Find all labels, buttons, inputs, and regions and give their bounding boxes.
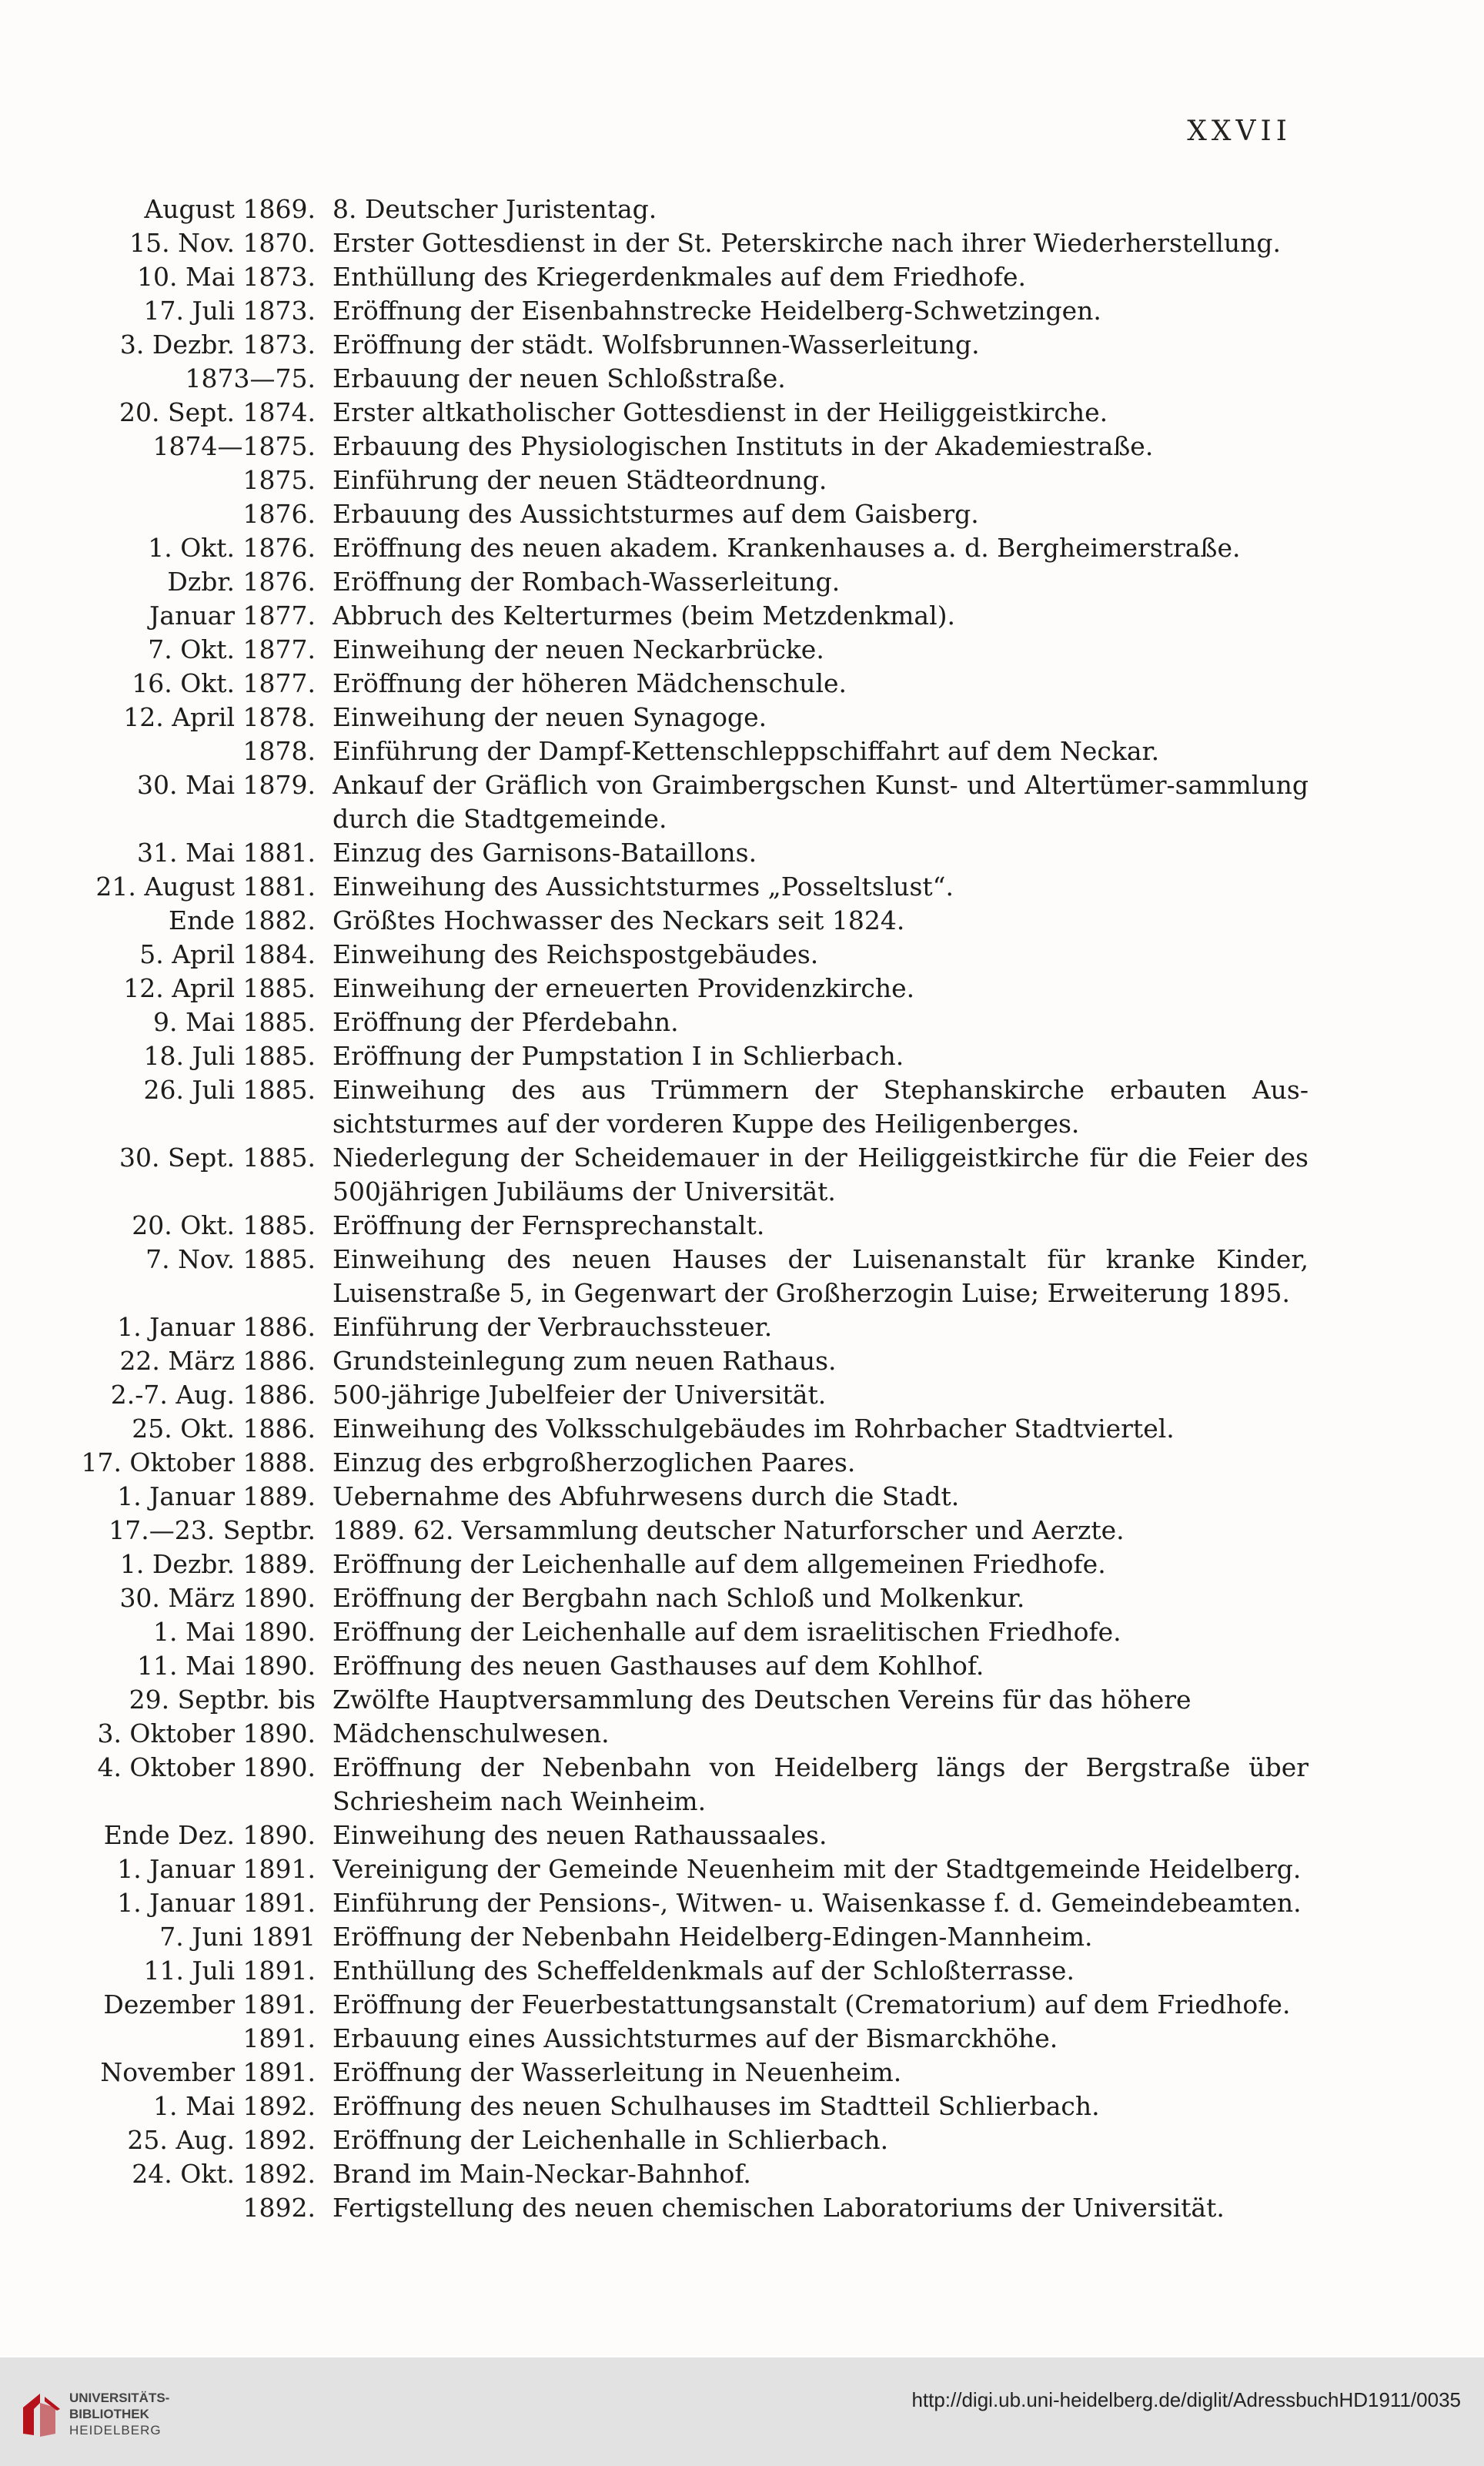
logo-line-1: UNIVERSITÄTS- <box>69 2391 170 2405</box>
entry-text: Mädchenschulwesen. <box>333 1718 610 1748</box>
entry-text: Enthüllung des Kriegerdenkmales auf dem Friedhofe. <box>333 262 1027 292</box>
chronicle-entry <box>46 328 1309 362</box>
chronicle-entry <box>46 497 1309 531</box>
logo-line-3: HEIDELBERG <box>69 2423 162 2438</box>
entry-date: August 1869. <box>144 194 316 224</box>
chronicle-entry <box>46 701 1309 734</box>
entry-text: Eröffnung der Pumpstation I in Schlierbach. <box>333 1041 904 1071</box>
chronicle-entry <box>46 463 1309 497</box>
entry-text: Eröffnung des neuen Gasthauses auf dem Kohlhof. <box>333 1651 984 1681</box>
entry-date: 1891. <box>242 2023 316 2053</box>
chronicle-entry <box>46 1243 1309 1310</box>
entry-date: Ende Dez. 1890. <box>103 1820 316 1850</box>
chronicle-entry <box>46 1717 1309 1751</box>
entry-date: 1873—75. <box>185 363 316 393</box>
entry-text: Einführung der Pensions-, Witwen- u. Waisenkasse f. d. Gemeindebeamten. <box>333 1888 1302 1918</box>
entry-date: Januar 1877. <box>149 601 316 631</box>
entry-text: Einweihung der erneuerten Providenzkirche. <box>333 973 915 1003</box>
entry-date: 1. Januar 1886. <box>117 1312 316 1342</box>
entry-date: Dzbr. 1876. <box>167 567 316 597</box>
entry-date: 3. Dezbr. 1873. <box>119 330 316 360</box>
entry-text: 500-jährige Jubelfeier der Universität. <box>333 1380 827 1410</box>
entry-text: Erbauung der neuen Schloßstraße. <box>333 363 786 393</box>
entry-text: Erster Gottesdienst in der St. Peterskirche nach ihrer Wiederherstellung. <box>333 228 1282 258</box>
chronicle-entry <box>46 1852 1309 1886</box>
chronicle-entry <box>46 1954 1309 1988</box>
entry-date: 26. Juli 1885. <box>143 1075 316 1105</box>
entry-text: Fertigstellung des neuen chemischen Laboratoriums der Universität. <box>333 2193 1225 2223</box>
chronicle-entry <box>46 1005 1309 1039</box>
entry-text: Einweihung des Volksschulgebäudes im Rohrbacher Stadtviertel. <box>333 1414 1175 1444</box>
entry-date: 1. Januar 1889. <box>117 1481 316 1511</box>
chronicle-entry <box>46 1615 1309 1649</box>
entry-date: 17. Juli 1873. <box>143 296 316 326</box>
library-logo[interactable] <box>17 2390 169 2438</box>
chronicle-entry <box>46 1548 1309 1581</box>
entry-text: Einweihung des Reichspostgebäudes. <box>333 939 819 969</box>
entry-text: Zwölfte Hauptversammlung des Deutschen Vereins für das höhere <box>333 1685 1192 1715</box>
entry-date: 12. April 1878. <box>123 702 316 732</box>
entry-date: 15. Nov. 1870. <box>129 228 316 258</box>
chronicle-entry <box>46 260 1309 294</box>
entry-date: 12. April 1885. <box>123 973 316 1003</box>
entry-date: 7. Juni 1891 <box>159 1922 316 1952</box>
chronicle-entry <box>46 1649 1309 1683</box>
entry-text: Einzug des Garnisons-Bataillons. <box>333 838 757 868</box>
entry-text: Eröffnung des neuen akadem. Krankenhauses a. d. Bergheimerstraße. <box>333 533 1241 563</box>
entry-text: Eröffnung der Leichenhalle auf dem allgemeinen Friedhofe. <box>333 1549 1106 1579</box>
chronicle-entry <box>46 531 1309 565</box>
entry-date: 24. Okt. 1892. <box>132 2159 316 2189</box>
entry-text: Eröffnung der Leichenhalle auf dem israelitischen Friedhofe. <box>333 1617 1121 1647</box>
entry-text: Eröffnung der Nebenbahn Heidelberg-Edingen-Mannheim. <box>333 1922 1093 1952</box>
entry-date: 1. Mai 1892. <box>153 2091 316 2121</box>
chronicle-entry <box>46 430 1309 463</box>
entry-text: Eröffnung der Nebenbahn von Heidelberg längs der Bergstraße über Schriesheim nach Weinheim. <box>333 1752 1309 1816</box>
chronicle-entry <box>46 226 1309 260</box>
entry-text: Eröffnung der Wasserleitung in Neuenheim. <box>333 2057 902 2087</box>
chronicle-entry <box>46 2090 1309 2123</box>
entry-date: 17.—23. Septbr. <box>109 1515 316 1545</box>
entry-text: Brand im Main-Neckar-Bahnhof. <box>333 2159 751 2189</box>
entry-date: 30. Mai 1879. <box>137 770 316 800</box>
entry-text: Eröffnung der Eisenbahnstrecke Heidelberg-Schwetzingen. <box>333 296 1101 326</box>
entry-date: 25. Aug. 1892. <box>127 2125 316 2155</box>
chronicle-entry <box>46 294 1309 328</box>
entry-text: Einweihung der neuen Synagoge. <box>333 702 767 732</box>
entry-text: Einweihung der neuen Neckarbrücke. <box>333 634 824 664</box>
entry-text: 8. Deutscher Juristentag. <box>333 194 657 224</box>
entry-date: 4. Oktober 1890. <box>97 1752 316 1782</box>
chronicle-entry <box>46 1378 1309 1412</box>
chronicle-entry <box>46 1683 1309 1717</box>
entry-text: Erbauung des Aussichtsturmes auf dem Gaisberg. <box>333 499 979 529</box>
entry-date: 1874—1875. <box>152 431 316 461</box>
entry-date: 16. Okt. 1877. <box>132 668 316 698</box>
chronicle-entry <box>46 1819 1309 1852</box>
entry-date: 5. April 1884. <box>139 939 316 969</box>
entry-date: 7. Okt. 1877. <box>148 634 316 664</box>
chronicle-entry <box>46 1141 1309 1209</box>
chronicle-entry <box>46 768 1309 836</box>
chronicle-entry <box>46 1073 1309 1141</box>
chronicle-entry <box>46 1514 1309 1548</box>
entry-date: 20. Sept. 1874. <box>119 397 316 427</box>
entry-date: 30. Sept. 1885. <box>119 1143 316 1173</box>
entry-date: 1. Okt. 1876. <box>148 533 316 563</box>
entry-text: Einzug des erbgroßherzoglichen Paares. <box>333 1447 856 1477</box>
entry-text: Erbauung des Physiologischen Instituts in der Akademiestraße. <box>333 431 1154 461</box>
entry-text: Eröffnung der Leichenhalle in Schlierbach. <box>333 2125 889 2155</box>
entry-date: 1. Januar 1891. <box>117 1888 316 1918</box>
entry-date: 7. Nov. 1885. <box>145 1244 316 1274</box>
entry-text: Eröffnung der Feuerbestattungsanstalt (Crematorium) auf dem Friedhofe. <box>333 1989 1291 2019</box>
chronicle-entry <box>46 1920 1309 1954</box>
page-number: XXVII <box>1187 115 1292 147</box>
chronicle-entry <box>46 2022 1309 2056</box>
entry-text: Größtes Hochwasser des Neckars seit 1824. <box>333 905 905 935</box>
logo-line-2: BIBLIOTHEK <box>69 2407 149 2421</box>
chronicle-entry <box>46 2157 1309 2191</box>
chronicle-entry <box>46 1581 1309 1615</box>
entry-date: 1. Mai 1890. <box>153 1617 316 1647</box>
entry-text: Uebernahme des Abfuhrwesens durch die Stadt. <box>333 1481 960 1511</box>
entry-date: 29. Septbr. bis <box>129 1685 316 1715</box>
entry-date: 1. Januar 1891. <box>117 1854 316 1884</box>
chronicle-entry <box>46 1751 1309 1819</box>
entry-date: 1876. <box>242 499 316 529</box>
entry-date: Dezember 1891. <box>103 1989 316 2019</box>
entry-text: Vereinigung der Gemeinde Neuenheim mit der Stadtgemeinde Heidelberg. <box>333 1854 1302 1884</box>
entry-date: Ende 1882. <box>169 905 316 935</box>
chronicle-entry <box>46 2056 1309 2090</box>
chronicle-entry <box>46 667 1309 701</box>
chronicle-entry <box>46 192 1309 226</box>
entry-date: 11. Juli 1891. <box>143 1956 316 1986</box>
chronicle-entry <box>46 870 1309 904</box>
entry-date: 18. Juli 1885. <box>143 1041 316 1071</box>
entry-date: 11. Mai 1890. <box>137 1651 316 1681</box>
entry-date: 30. März 1890. <box>119 1583 316 1613</box>
entry-date: 10. Mai 1873. <box>137 262 316 292</box>
entry-text: Eröffnung des neuen Schulhauses im Stadtteil Schlierbach. <box>333 2091 1100 2121</box>
entry-text: Einweihung des neuen Hauses der Luisenanstalt für kranke Kinder, Luisenstraße 5, in Gegenwart der Großherzogin Luise; Erweiterung 1895. <box>333 1244 1309 1308</box>
entry-text: Eröffnung der Pferdebahn. <box>333 1007 679 1037</box>
chronicle-entry <box>46 1209 1309 1243</box>
entry-date: November 1891. <box>100 2057 316 2087</box>
chronicle-entry <box>46 1480 1309 1514</box>
entry-date: 21. August 1881. <box>95 872 316 902</box>
entry-text: Eröffnung der Bergbahn nach Schloß und Molkenkur. <box>333 1583 1025 1613</box>
chronicle-entry <box>46 972 1309 1005</box>
entry-date: 9. Mai 1885. <box>153 1007 316 1037</box>
source-url-link[interactable]: http://digi.ub.uni-heidelberg.de/diglit/AdressbuchHD1911/0035 <box>911 2388 1461 2411</box>
chronicle-entry <box>46 565 1309 599</box>
entry-text: Erster altkatholischer Gottesdienst in der Heiliggeistkirche. <box>333 397 1108 427</box>
entry-text: Erbauung eines Aussichtsturmes auf der Bismarckhöhe. <box>333 2023 1058 2053</box>
entry-date: 31. Mai 1881. <box>137 838 316 868</box>
entry-text: Niederlegung der Scheidemauer in der Heiliggeistkirche für die Feier des 500jährigen Jubiläums der Universität. <box>333 1143 1309 1206</box>
chronicle-entry <box>46 1344 1309 1378</box>
entry-text: Enthüllung des Scheffeldenkmals auf der Schloßterrasse. <box>333 1956 1075 1986</box>
chronicle-entry <box>46 362 1309 396</box>
entry-date: 1. Dezbr. 1889. <box>119 1549 316 1579</box>
entry-text: Einweihung des Aussichtsturmes „Posseltslust“. <box>333 872 954 902</box>
entry-text: Ankauf der Gräflich von Graimbergschen Kunst- und Altertümer-sammlung durch die Stadtgemeinde. <box>333 770 1309 834</box>
entry-date: 17. Oktober 1888. <box>81 1447 316 1477</box>
viewer-footer <box>0 2357 1484 2466</box>
entry-text: Einweihung des aus Trümmern der Stephanskirche erbauten Aus-sichtsturmes auf der vorderen Kuppe des Heiligenberges. <box>333 1075 1309 1139</box>
chronicle-entry <box>46 633 1309 667</box>
chronicle-entry <box>46 1886 1309 1920</box>
chronicle-entry <box>46 734 1309 768</box>
chronicle-entry <box>46 1988 1309 2022</box>
chronicle-entry <box>46 904 1309 938</box>
entry-date: 3. Oktober 1890. <box>97 1718 316 1748</box>
entry-text: Einführung der Dampf-Kettenschleppschiffahrt auf dem Neckar. <box>333 736 1160 766</box>
entry-text: Einweihung des neuen Rathaussaales. <box>333 1820 827 1850</box>
library-logo-text <box>69 2390 169 2438</box>
entry-text: 1889. 62. Versammlung deutscher Naturforscher und Aerzte. <box>333 1515 1125 1545</box>
entry-text: Eröffnung der höheren Mädchenschule. <box>333 668 847 698</box>
entry-text: Grundsteinlegung zum neuen Rathaus. <box>333 1346 837 1376</box>
entry-date: 2.-7. Aug. 1886. <box>110 1380 316 1410</box>
chronicle-entry <box>46 836 1309 870</box>
chronicle-entry <box>46 1039 1309 1073</box>
entry-date: 22. März 1886. <box>119 1346 316 1376</box>
entry-text: Eröffnung der Fernsprechanstalt. <box>333 1210 765 1240</box>
entry-text: Einführung der Verbrauchssteuer. <box>333 1312 773 1342</box>
chronicle-list <box>46 192 1309 2225</box>
chronicle-entry <box>46 1412 1309 1446</box>
entry-date: 1875. <box>242 465 316 495</box>
entry-date: 25. Okt. 1886. <box>132 1414 316 1444</box>
chronicle-entry <box>46 396 1309 430</box>
entry-date: 20. Okt. 1885. <box>132 1210 316 1240</box>
entry-text: Einführung der neuen Städteordnung. <box>333 465 827 495</box>
chronicle-entry <box>46 1310 1309 1344</box>
entry-date: 1892. <box>242 2193 316 2223</box>
chronicle-entry <box>46 938 1309 972</box>
entry-text: Eröffnung der Rombach-Wasserleitung. <box>333 567 841 597</box>
entry-date: 1878. <box>242 736 316 766</box>
chronicle-entry <box>46 2191 1309 2225</box>
entry-text: Abbruch des Kelterturmes (beim Metzdenkmal). <box>333 601 955 631</box>
chronicle-entry <box>46 1446 1309 1480</box>
chronicle-entry <box>46 599 1309 633</box>
library-logo-icon <box>17 2391 62 2438</box>
entry-text: Eröffnung der städt. Wolfsbrunnen-Wasserleitung. <box>333 330 980 360</box>
chronicle-entry <box>46 2123 1309 2157</box>
